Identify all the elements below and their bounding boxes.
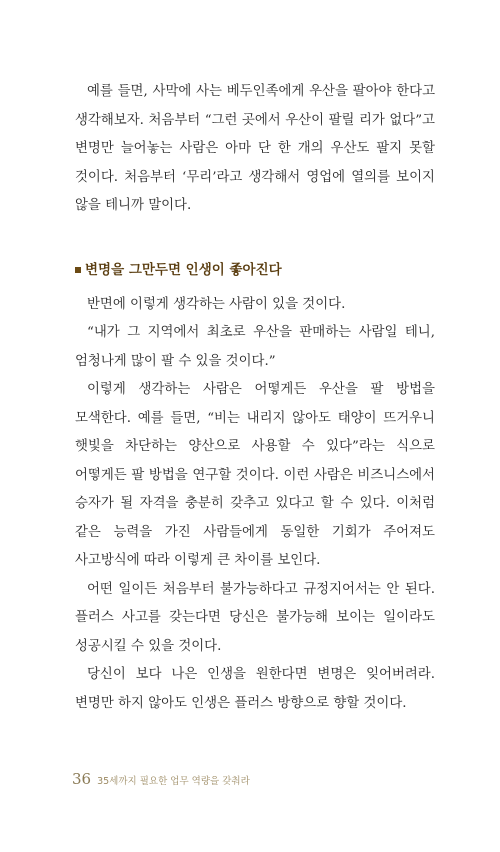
- paragraph: “내가 그 지역에서 최초로 우산을 판매하는 사람일 테니, 엄청나게 많이 팔 수 있을 것이다.”: [75, 325, 435, 369]
- paragraph: 예를 들면, 사막에 사는 베두인족에게 우산을 팔아야 한다고 생각해보자. 처음부터 “그런 곳에서 우산이 팔릴 리가 없다”고 변명만 늘어놓는 사람은 아마 단 한 개의 우산도 팔지 못할 것이다. 처음부터 ‘무리’라고 생각해서 영업에 열의를 보이지 않을 테니까 말이다.: [75, 84, 435, 213]
- section-heading: [75, 259, 435, 281]
- paragraph: 당신이 보다 나은 인생을 원한다면 변명은 잊어버려라. 변명만 하지 않아도 인생은 플러스 방향으로 향할 것이다.: [75, 667, 435, 711]
- square-bullet-icon: [75, 267, 81, 273]
- section-heading-text: 변명을 그만두면 인생이 좋아진다: [85, 261, 282, 278]
- paragraph: 어떤 일이든 처음부터 불가능하다고 규정지어서는 안 된다. 플러스 사고를 갖는다면 당신은 불가능해 보이는 일이라도 성공시킬 수 있을 것이다.: [75, 581, 435, 654]
- page-body: [75, 78, 435, 718]
- paragraph: 이렇게 생각하는 사람은 어떻게든 우산을 팔 방법을 모색한다. 예를 들면, “비는 내리지 않아도 태양이 뜨거우니 햇빛을 차단하는 양산으로 사용할 수 있다”라는 식으로 어떻게든 팔 방법을 연구할 것이다. 이런 사람은 비즈니스에서 승자가 될 자격을 충분히 갖추고 있다고 할 수 있다. 이처럼 같은 능력을 가진 사람들에게 동일한 기회가 주어져도 사고방식에 따라 이렇게 큰 차이를 보인다.: [75, 382, 435, 568]
- page-number: 36: [72, 770, 92, 788]
- running-title: 35세까지 필요한 업무 역량을 갖춰라: [97, 776, 250, 787]
- page-footer: [72, 770, 250, 788]
- paragraph: 반면에 이렇게 생각하는 사람이 있을 것이다.: [87, 296, 346, 312]
